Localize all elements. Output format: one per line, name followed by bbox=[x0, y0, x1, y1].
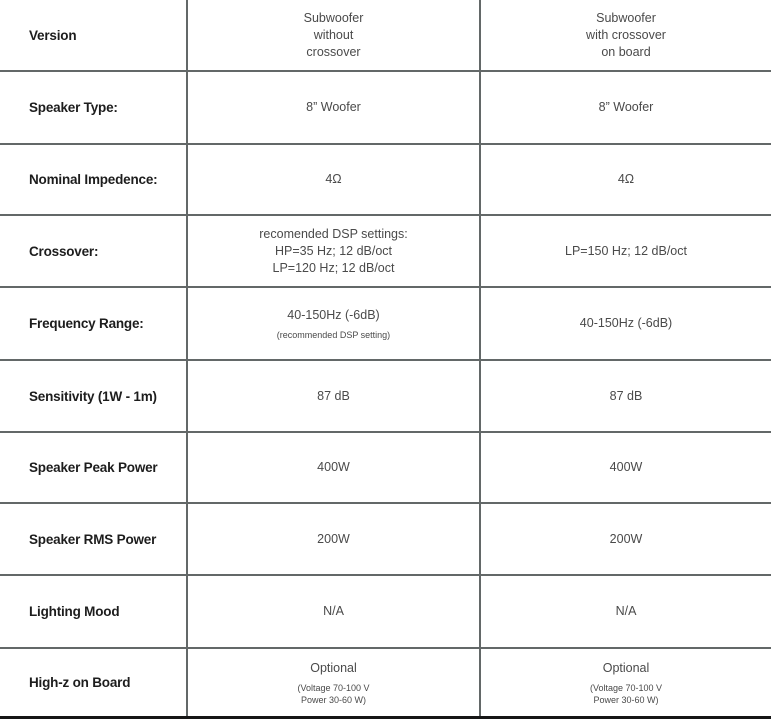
spec-value-cell bbox=[186, 574, 479, 647]
spec-value-cell bbox=[479, 647, 771, 716]
value-note-line: (Voltage 70-100 V bbox=[589, 682, 663, 693]
row-label-text: High-z on Board bbox=[29, 675, 131, 690]
row-label-text: Frequency Range: bbox=[29, 316, 144, 331]
row-label bbox=[0, 143, 186, 214]
row-label bbox=[0, 286, 186, 359]
row-label-text: Sensitivity (1W - 1m) bbox=[29, 388, 157, 404]
value-line: 4Ω bbox=[617, 172, 635, 186]
spec-value-cell bbox=[186, 0, 479, 70]
spec-value-cell bbox=[479, 431, 771, 502]
value-line: LP=150 Hz; 12 dB/oct bbox=[565, 243, 687, 258]
value-note-line: (Voltage 70-100 V bbox=[297, 682, 370, 693]
value-note bbox=[297, 682, 369, 706]
spec-value-cell bbox=[186, 70, 479, 143]
row-label bbox=[0, 70, 186, 143]
value-line: recomended DSP settings: bbox=[259, 226, 408, 241]
value-line: Subwoofer bbox=[303, 10, 364, 25]
value-line: 200W bbox=[609, 531, 643, 546]
row-label bbox=[0, 574, 186, 647]
spec-value-cell bbox=[479, 0, 771, 70]
value-line: with crossover bbox=[586, 27, 666, 42]
value-line: 400W bbox=[609, 460, 643, 474]
spec-value-cell bbox=[479, 359, 771, 431]
value-line: 8” Woofer bbox=[306, 100, 361, 114]
value-line: N/A bbox=[323, 604, 344, 618]
value-line: 4Ω bbox=[325, 172, 342, 186]
value-line: 87 dB bbox=[609, 388, 643, 403]
row-label bbox=[0, 0, 186, 70]
row-label-text: Speaker Type: bbox=[29, 100, 118, 115]
row-label-text: Lighting Mood bbox=[29, 604, 120, 619]
spec-value-cell bbox=[479, 502, 771, 574]
spec-value-cell bbox=[186, 286, 479, 359]
row-label-text: Nominal Impedence: bbox=[29, 172, 158, 187]
value-line: on board bbox=[601, 44, 651, 59]
value-line: 40-150Hz (-6dB) bbox=[579, 316, 673, 330]
spec-value-cell bbox=[479, 214, 771, 286]
value-line: N/A bbox=[615, 604, 637, 618]
spec-value-cell bbox=[186, 214, 479, 286]
spec-value-cell bbox=[479, 70, 771, 143]
row-label-text: Version bbox=[29, 27, 77, 43]
value-note bbox=[590, 682, 662, 706]
row-label-text: Speaker Peak Power bbox=[29, 460, 158, 475]
value-line: 200W bbox=[317, 531, 350, 546]
spec-value-cell bbox=[186, 647, 479, 716]
value-line: Optional bbox=[310, 660, 357, 675]
spec-value-cell bbox=[186, 502, 479, 574]
value-line: 8” Woofer bbox=[598, 100, 654, 114]
spec-value-cell bbox=[479, 143, 771, 214]
value-note-line: Power 30-60 W) bbox=[300, 694, 367, 705]
row-label bbox=[0, 647, 186, 716]
value-line: LP=120 Hz; 12 dB/oct bbox=[272, 260, 395, 275]
spec-value-cell bbox=[186, 143, 479, 214]
value-note-line: Power 30-60 W) bbox=[593, 694, 659, 705]
spec-value-cell bbox=[479, 286, 771, 359]
row-label-text: Speaker RMS Power bbox=[29, 531, 157, 547]
row-label bbox=[0, 214, 186, 286]
value-line: HP=35 Hz; 12 dB/oct bbox=[274, 243, 393, 258]
value-line: Subwoofer bbox=[596, 10, 656, 25]
value-note-line: (recommended DSP setting) bbox=[276, 329, 391, 340]
value-line: without bbox=[313, 27, 354, 42]
row-label bbox=[0, 502, 186, 574]
value-note bbox=[277, 329, 390, 341]
value-line: crossover bbox=[306, 44, 361, 59]
row-label-text: Crossover: bbox=[29, 243, 99, 259]
value-line: 400W bbox=[317, 460, 350, 474]
value-line: 40-150Hz (-6dB) bbox=[287, 307, 380, 322]
row-label bbox=[0, 431, 186, 502]
spec-value-cell bbox=[186, 359, 479, 431]
value-line: 87 dB bbox=[317, 388, 350, 403]
spec-value-cell bbox=[186, 431, 479, 502]
spec-value-cell bbox=[479, 574, 771, 647]
row-label bbox=[0, 359, 186, 431]
value-line: Optional bbox=[602, 660, 650, 675]
